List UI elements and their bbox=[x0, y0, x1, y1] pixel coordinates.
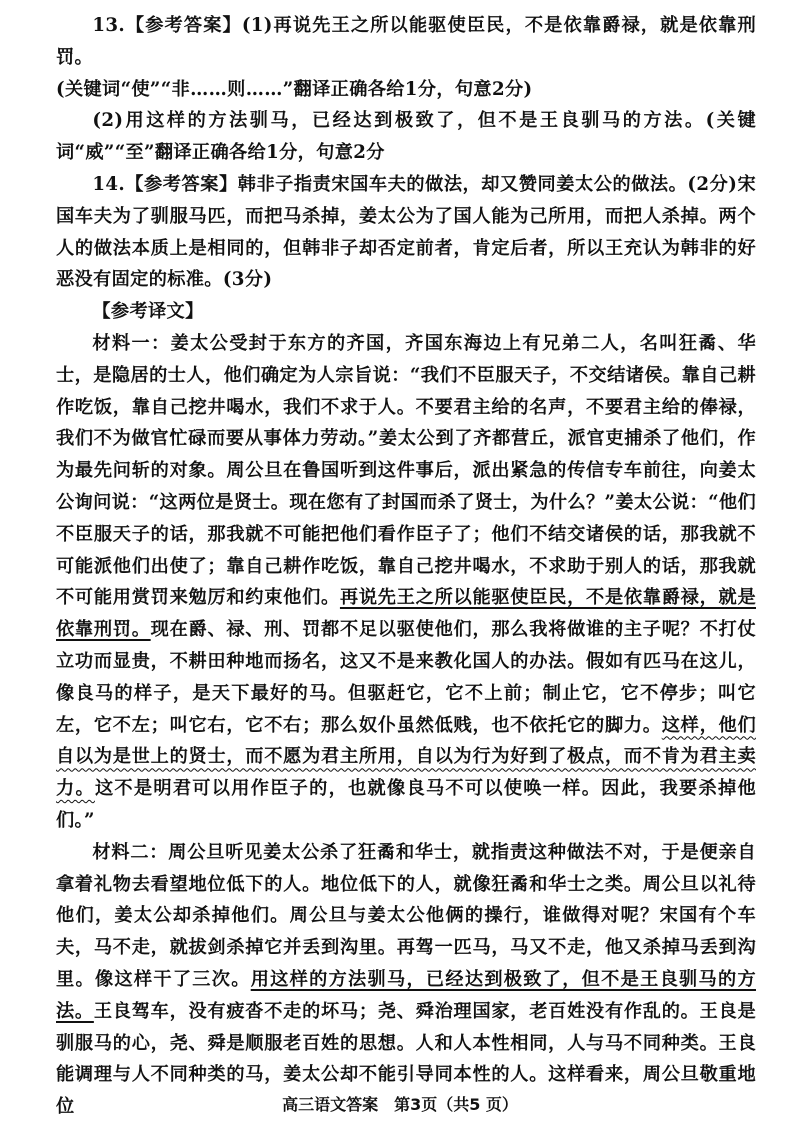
answer-page bbox=[56, 10, 756, 1123]
translation-heading: 【参考译文】 bbox=[92, 301, 204, 323]
material-two-paragraph bbox=[56, 837, 756, 1123]
material-two-underlined-sentence: 用这样的方法驯马，已经达到极致了，但不是王良驯马的方法。 bbox=[56, 968, 756, 1022]
material-two-text-2: 王良驾车，没有疲沓不走的坏马；尧、舜治理国家，老百姓没有作乱的。王良是驯服马的心，尧、舜是顺服老百姓的思想。人和人本性相同，人与马不同种类。王良能调理与人不同种类的马，姜太公却不能引导同本性的人。这样看来，周公旦敬重地位 bbox=[56, 1000, 756, 1118]
q13-answer-2: (2)用这样的方法驯马，已经达到极致了，但不是王良驯马的方法。(关键词“威”“至”翻译正确各给1分，句意2分 bbox=[56, 110, 756, 164]
material-one-text-3: 这不是明君可以用作臣子的，也就像良马不可以使唤一样。因此，我要杀掉他们。” bbox=[56, 778, 757, 831]
q14-answer: 14.【参考答案】韩非子指责宋国车夫的做法，却又赞同姜太公的做法。(2分)宋国车夫为了驯服马匹，而把马杀掉，姜太公为了国人能为己所用，而把人杀掉。两个人的做法本质上是相同的，但韩非子却否定前者，肯定后者，所以王充认为韩非的好恶没有固定的标准。(3分) bbox=[56, 173, 756, 291]
material-one-underlined-sentence: 再说先王之所以能驱使臣民，不是依靠爵禄，就是依靠刑罚。 bbox=[56, 587, 756, 641]
material-one-paragraph bbox=[56, 328, 756, 837]
material-one-text-1: 材料一：姜太公受封于东方的齐国，齐国东海边上有兄弟二人，名叫狂矞、华士，是隐居的士人，他们确定为人宗旨说：“我们不臣服天子，不交结诸侯。靠自己耕作吃饭，靠自己挖井喝水，我们不求于人。不要君主给的名声，不要君主给的俸禄，我们不为做官忙碌而要从事体力劳动。”姜太公到了齐都营丘，派官吏捕杀了他们，作为最先问斩的对象。周公旦在鲁国听到这件事后，派出紧急的传信专车前往，向姜太公询问说：“这两位是贤士。现在您有了封国而杀了贤士，为什么？”姜太公说：“他们不臣服天子的话，那我就不可能把他们看作臣子了；他们不结交诸侯的话，那我就不可能派他们出使了；靠自己耕作吃饭，靠自己挖井喝水，不求助于别人的话，那我就不可能用赏罚来勉厉和约束他们。 bbox=[56, 332, 756, 609]
material-two-text-1: 材料二：周公旦听见姜太公杀了狂矞和华士，就指责这种做法不对，于是便亲自拿着礼物去看望地位低下的人。地位低下的人，就像狂矞和华士之类。周公旦以礼待他们，姜太公却杀掉他们。周公旦与姜太公他俩的操行，谁做得对呢？宋国有个车夫，马不走，就拔剑杀掉它并丢到沟里。再驾一匹马，马又不走，他又杀掉马丢到沟里。像这样干了三次。 bbox=[56, 841, 756, 990]
material-one-text-2: 现在爵、禄、刑、罚都不足以驱使他们，那么我将做谁的主子呢？不打仗立功而显贵，不耕田种地而扬名，这又不是来教化国人的办法。假如有匹马在这儿，像良马的样子，是天下最好的马。但驱赶它，它不上前；制止它，它不停步；叫它左，它不左；叫它右，它不右；那么奴仆虽然低贱，也不依托它的脚力。 bbox=[56, 619, 756, 736]
page-footer: 高三语文答案 第3页（共5 页） bbox=[282, 1095, 518, 1114]
q13-answer-1: 13.【参考答案】(1)再说先王之所以能驱使臣民，不是依靠爵禄，就是依靠刑罚。 bbox=[56, 15, 756, 68]
material-one-wavy-sentence: 这样，他们自以为是世上的贤士，而不愿为君主所用，自以为行为好到了极点，而不肯为君主卖力。 bbox=[56, 714, 756, 800]
q13-answer-1-note: (关键词“使”“非……则……”翻译正确各给1分，句意2分) bbox=[56, 78, 533, 100]
